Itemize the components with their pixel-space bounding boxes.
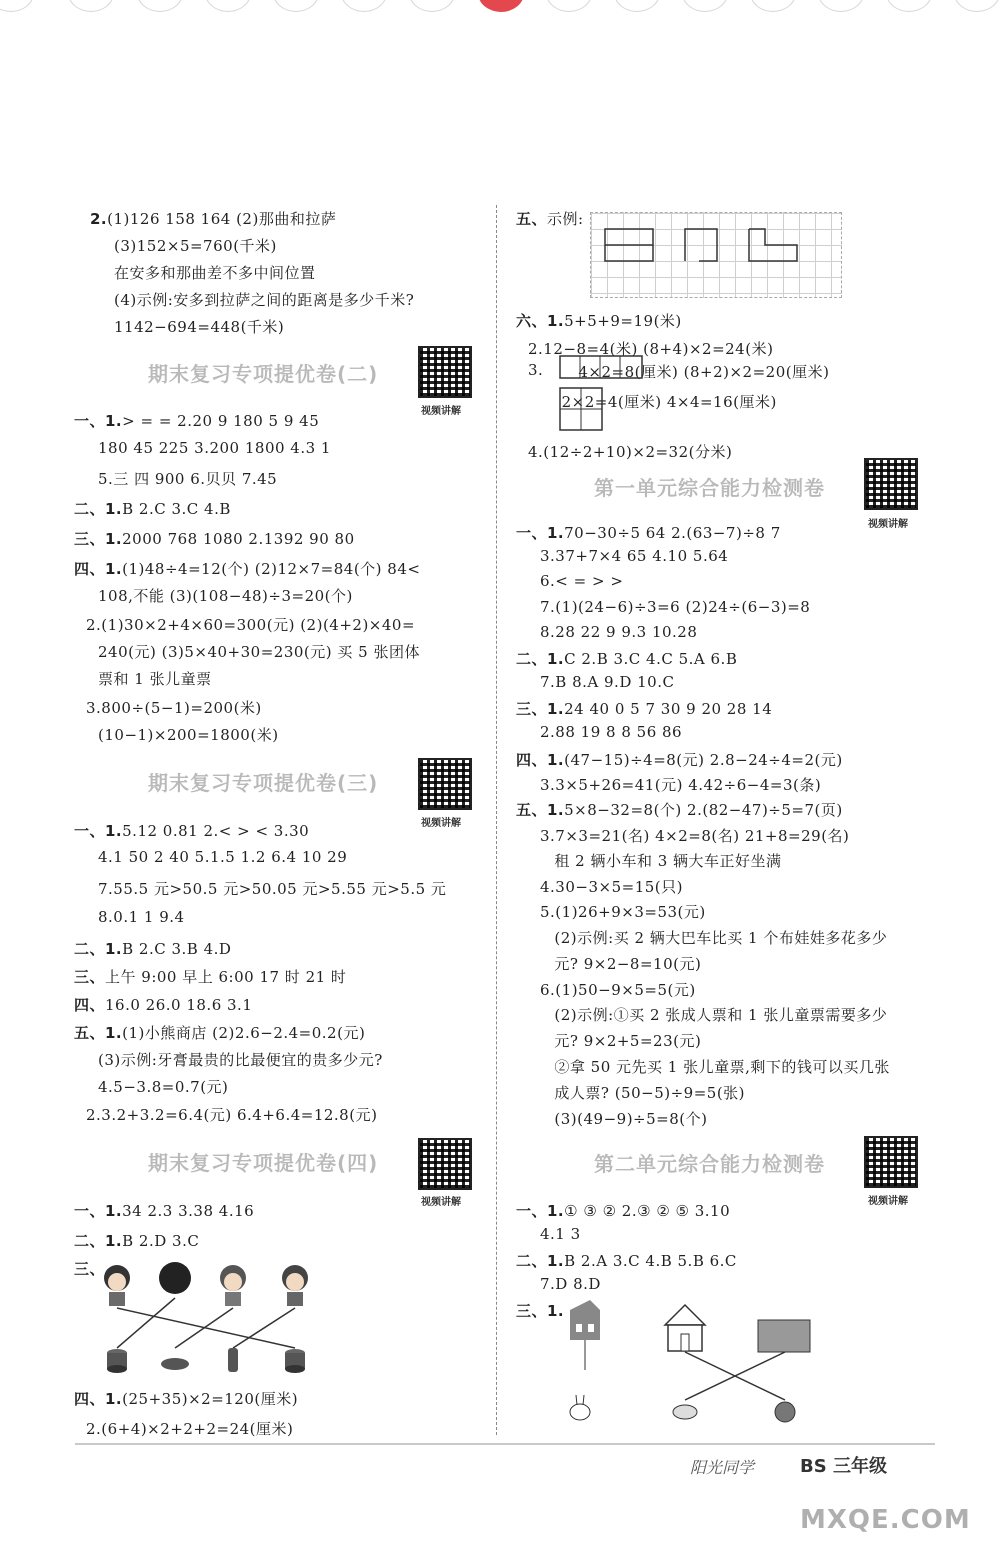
- pot-icon: [107, 1349, 127, 1373]
- answer-line: [554, 1030, 701, 1051]
- answer-line: [516, 648, 737, 669]
- answer-text: C 2.B 3.C 4.C 5.A 6.B: [564, 650, 738, 668]
- answer-line: [114, 235, 277, 256]
- question-number: 二、1.: [74, 940, 123, 958]
- answer-line: [540, 598, 810, 616]
- answer-text: 6.(1)50−9×5=5(元): [540, 981, 696, 999]
- question-number: 四、: [74, 996, 106, 1014]
- answer-line: [540, 572, 623, 590]
- hair-bun-icon: [159, 1262, 191, 1294]
- child-icon: [104, 1265, 130, 1306]
- answer-text: 5.三 四 900 6.贝贝 7.45: [98, 470, 278, 488]
- answer-text: 5×8−32=8(个) 2.(82−47)÷5=7(页): [564, 801, 843, 819]
- answer-line: [516, 1250, 737, 1271]
- answer-text: 4.1 50 2 40 5.1.5 1.2 6.4 10 29: [98, 848, 348, 866]
- answer-line: [86, 1104, 377, 1125]
- matching-figure: [95, 1258, 325, 1388]
- answer-text: (47−15)÷4=8(元) 2.8−24÷4=2(元): [564, 751, 843, 769]
- house-icon: [570, 1300, 600, 1340]
- qr-code-icon[interactable]: [418, 1138, 472, 1190]
- answer-text: 3.7×3=21(名) 4×2=8(名) 21+8=29(名): [540, 827, 850, 845]
- tab[interactable]: [614, 0, 660, 12]
- answer-text: 上午 9:00 早上 6:00 17 时 21 时: [105, 968, 347, 986]
- qr-label: 视频讲解: [421, 406, 461, 417]
- rabbit-icon: [570, 1395, 590, 1420]
- answer-text: 4.30−3×5=15(只): [540, 878, 683, 896]
- answer-text: > = = 2.20 9 180 5 9 45: [122, 412, 320, 430]
- answer-text: 3.800÷(5−1)=200(米): [86, 699, 262, 717]
- answer-text: B 2.C 3.B 4.D: [122, 940, 232, 958]
- answer-line: [74, 938, 231, 959]
- answer-line: [554, 927, 887, 948]
- answer-text: 4.1 3: [540, 1225, 581, 1243]
- answer-line: [554, 1004, 887, 1025]
- answer-text: 票和 1 张儿童票: [98, 670, 212, 688]
- answer-line: [74, 1230, 199, 1251]
- answer-line: [98, 641, 420, 662]
- answer-line: [74, 410, 319, 431]
- answer-line: [74, 1022, 365, 1043]
- qr-label: 视频讲解: [421, 1197, 461, 1208]
- answer-text: 7.D 8.D: [540, 1275, 601, 1293]
- answer-line: [540, 673, 674, 691]
- answer-text: 3.: [528, 361, 544, 379]
- qr-label: 视频讲解: [868, 519, 908, 530]
- answer-text: 2.(1)30×2+4×60=300(元) (2)(4+2)×40=: [86, 616, 416, 634]
- question-number: 三、1.: [516, 1302, 565, 1320]
- answer-line: [554, 1108, 707, 1129]
- answer-text: 4.5−3.8=0.7(元): [98, 1078, 229, 1096]
- answer-text: B 2.A 3.C 4.B 5.B 6.C: [564, 1252, 737, 1270]
- answer-line: [114, 262, 316, 283]
- question-number: 2.: [90, 210, 108, 228]
- column-divider: [496, 205, 497, 1435]
- qr-label: 视频讲解: [868, 1196, 908, 1207]
- qr-code-icon[interactable]: [418, 346, 472, 398]
- answer-text: (25+35)×2=120(厘米): [122, 1390, 299, 1408]
- answer-line: [98, 439, 331, 457]
- house-icon: [758, 1320, 810, 1352]
- answer-line: [98, 585, 353, 606]
- answer-text: 240(元) (3)5×40+30=230(元) 买 5 张团体: [98, 643, 420, 661]
- answer-text: 2.3.2+3.2=6.4(元) 6.4+6.4=12.8(元): [86, 1106, 378, 1124]
- tab-bar: [0, 0, 1000, 14]
- answer-text: 示例:: [547, 210, 584, 228]
- question-number: 二、1.: [74, 1232, 123, 1250]
- answer-text: (1)小熊商店 (2)2.6−2.4=0.2(元): [122, 1024, 366, 1042]
- answer-line: [554, 1082, 745, 1103]
- answer-line: [528, 361, 543, 379]
- footer-rule: [75, 1443, 935, 1445]
- house-icon: [665, 1305, 705, 1351]
- answer-line: [554, 850, 781, 871]
- answer-text: 4×2=8(厘米) (8+2)×2=20(厘米): [578, 363, 830, 381]
- tab[interactable]: [954, 0, 1000, 12]
- tab[interactable]: [886, 0, 932, 12]
- answer-text: 元? 9×2+5=23(元): [554, 1032, 702, 1050]
- answer-line: [540, 547, 728, 565]
- answer-line: [516, 749, 843, 770]
- section-title: 期末复习专项提优卷(三): [148, 771, 379, 795]
- answer-line: [540, 825, 849, 846]
- question-number: 三、: [74, 1260, 106, 1278]
- child-icon: [220, 1265, 246, 1306]
- answer-text: B 2.D 3.C: [122, 1232, 200, 1250]
- answer-line: [516, 698, 772, 719]
- answer-text: 5.(1)26+9×3=53(元): [540, 903, 706, 921]
- answer-text: (1)48÷4=12(个) (2)12×7=84(个) 84<: [122, 560, 421, 578]
- question-number: 五、: [516, 210, 548, 228]
- answer-text: 租 2 辆小车和 3 辆大车正好坐满: [554, 852, 782, 870]
- section-title: 第二单元综合能力检测卷: [594, 1152, 825, 1176]
- drawing-grid: [590, 212, 842, 298]
- answer-text: 7.B 8.A 9.D 10.C: [540, 673, 675, 691]
- answer-line: [114, 316, 284, 337]
- tab[interactable]: [205, 0, 251, 12]
- answer-line: [98, 1049, 383, 1070]
- question-number: 二、1.: [516, 1252, 565, 1270]
- tab[interactable]: [750, 0, 796, 12]
- qr-code-icon[interactable]: [864, 458, 918, 510]
- answer-text: B 2.C 3.C 4.B: [122, 500, 231, 518]
- answer-text: 8.28 22 9 9.3 10.28: [540, 623, 698, 641]
- squirrel-icon: [775, 1402, 795, 1422]
- answer-line: [540, 774, 821, 795]
- tab[interactable]: [0, 0, 34, 12]
- answer-text: 在安多和那曲差不多中间位置: [114, 264, 316, 282]
- section-title: 期末复习专项提优卷(二): [148, 362, 379, 386]
- question-number: 三、1.: [516, 700, 565, 718]
- answer-text: 4.(12÷2+10)×2=32(分米): [528, 443, 733, 461]
- answer-line: [540, 623, 697, 641]
- answer-line: [98, 1076, 228, 1097]
- question-number: 四、1.: [74, 560, 123, 578]
- answer-line: [554, 953, 701, 974]
- question-number: 一、1.: [516, 524, 565, 542]
- answer-line: [74, 994, 252, 1015]
- answer-text: 2.12−8=4(米) (8+4)×2=24(米): [528, 340, 774, 358]
- answer-text: 5+5+9=19(米): [564, 312, 682, 330]
- child-icon: [282, 1265, 308, 1306]
- question-number: 四、1.: [516, 751, 565, 769]
- answer-text: 2.88 19 8 8 56 86: [540, 723, 683, 741]
- rectangle-figure: [558, 354, 648, 446]
- question-number: 五、1.: [516, 801, 565, 819]
- answer-line: [74, 528, 355, 549]
- question-number: 一、1.: [74, 1202, 123, 1220]
- answer-text: (2)示例:①买 2 张成人票和 1 张儿童票需要多少: [554, 1006, 888, 1024]
- answer-text: (3)152×5=760(千米): [114, 237, 277, 255]
- answer-line: [98, 878, 446, 899]
- answer-line: [74, 966, 346, 987]
- answer-text: 2×2=4(厘米) 4×4=16(厘米): [561, 393, 777, 411]
- answer-line: [98, 668, 212, 689]
- answer-line: [98, 848, 347, 866]
- question-number: 一、1.: [74, 822, 123, 840]
- answer-text: ① ③ ② 2.③ ② ⑤ 3.10: [564, 1202, 731, 1220]
- answer-line: [540, 723, 682, 741]
- answer-line: [540, 1275, 601, 1293]
- answer-text: 2.(6+4)×2+2+2=24(厘米): [86, 1420, 294, 1438]
- tab[interactable]: [68, 0, 114, 12]
- tab[interactable]: [409, 0, 455, 12]
- answer-line: [540, 1225, 581, 1243]
- answer-line: [540, 979, 696, 1000]
- answer-text: 7.(1)(24−6)÷3=6 (2)24÷(6−3)=8: [540, 598, 811, 616]
- answer-line: [516, 522, 781, 543]
- answer-text: 3.37+7×4 65 4.10 5.64: [540, 547, 729, 565]
- answer-line: [114, 289, 414, 310]
- qr-code-icon[interactable]: [864, 1136, 918, 1188]
- answer-line: [540, 876, 683, 897]
- answer-line: [516, 208, 584, 229]
- answer-text: ②拿 50 元先买 1 张儿童票,剩下的钱可以买几张: [554, 1058, 890, 1076]
- fox-icon: [673, 1405, 697, 1419]
- section-title: 第一单元综合能力检测卷: [594, 476, 825, 500]
- question-number: 三、: [74, 968, 106, 986]
- question-number: 六、1.: [516, 312, 565, 330]
- watermark: MXQE.COM: [800, 1505, 971, 1535]
- answer-text: 180 45 225 3.200 1800 4.3 1: [98, 439, 331, 457]
- answer-line: [74, 1200, 254, 1221]
- tab-active[interactable]: [478, 0, 524, 12]
- answer-line: [516, 1300, 564, 1321]
- tab[interactable]: [682, 0, 728, 12]
- answer-text: 24 40 0 5 7 30 9 20 28 14: [564, 700, 773, 718]
- answer-text: 1142−694=448(千米): [114, 318, 285, 336]
- answer-line: [74, 558, 420, 579]
- answer-line: [98, 908, 185, 926]
- tab[interactable]: [341, 0, 387, 12]
- question-number: 一、1.: [74, 412, 123, 430]
- question-number: 二、1.: [74, 500, 123, 518]
- answer-line: [516, 799, 843, 820]
- answer-text: 3.3×5+26=41(元) 4.42÷6−4=3(条): [540, 776, 822, 794]
- answer-text: 8.0.1 1 9.4: [98, 908, 185, 926]
- answer-line: [74, 498, 231, 519]
- section-title: 期末复习专项提优卷(四): [148, 1151, 379, 1175]
- bottle-icon: [228, 1348, 238, 1372]
- answer-line: [98, 724, 279, 745]
- tab[interactable]: [546, 0, 592, 12]
- answer-text: 6.< = > >: [540, 572, 624, 590]
- answer-text: 7.55.5 元>50.5 元>50.05 元>5.55 元>5.5 元: [98, 880, 447, 898]
- question-number: 一、1.: [516, 1202, 565, 1220]
- answer-line: [554, 1056, 889, 1077]
- tab[interactable]: [818, 0, 864, 12]
- answer-line: [90, 208, 336, 229]
- pot-icon: [285, 1349, 305, 1373]
- qr-code-icon[interactable]: [418, 758, 472, 810]
- house-matching-figure: [560, 1300, 820, 1430]
- answer-text: 70−30÷5 64 2.(63−7)÷8 7: [564, 524, 781, 542]
- answer-text: 元? 9×2−8=10(元): [554, 955, 702, 973]
- grid-shapes: [591, 213, 841, 297]
- qr-label: 视频讲解: [421, 818, 461, 829]
- question-number: 二、1.: [516, 650, 565, 668]
- answer-line: [86, 1418, 293, 1439]
- answer-text: (10−1)×200=1800(米): [98, 726, 279, 744]
- answer-line: [74, 1388, 298, 1409]
- answer-line: [86, 614, 415, 635]
- answer-line: [98, 468, 277, 489]
- answer-text: 16.0 26.0 18.6 3.1: [105, 996, 253, 1014]
- edition-label: BS 三年级: [800, 1456, 887, 1477]
- brand-logo: 阳光同学: [690, 1458, 755, 1477]
- question-number: 三、1.: [74, 530, 123, 548]
- tab[interactable]: [273, 0, 319, 12]
- answer-line: [540, 901, 706, 922]
- answer-text: 2000 768 1080 2.1392 90 80: [122, 530, 355, 548]
- answer-text: 5.12 0.81 2.< > < 3.30: [122, 822, 310, 840]
- answer-text: 108,不能 (3)(108−48)÷3=20(个): [98, 587, 353, 605]
- question-number: 四、1.: [74, 1390, 123, 1408]
- answer-text: 34 2.3 3.38 4.16: [122, 1202, 255, 1220]
- question-number: 五、1.: [74, 1024, 123, 1042]
- answer-line: [86, 697, 262, 718]
- answer-text: (3)(49−9)÷5=8(个): [554, 1110, 708, 1128]
- answer-line: [74, 820, 309, 841]
- answer-text: (3)示例:牙膏最贵的比最便宜的贵多少元?: [98, 1051, 383, 1069]
- answer-line: [516, 310, 682, 331]
- answer-text: 成人票? (50−5)÷9=5(张): [554, 1084, 746, 1102]
- answer-line: [516, 1200, 730, 1221]
- answer-text: (2)示例:买 2 辆大巴车比买 1 个布娃娃多花多少: [554, 929, 888, 947]
- plate-icon: [161, 1358, 189, 1370]
- answer-text: (4)示例:安多到拉萨之间的距离是多少千米?: [114, 291, 415, 309]
- answer-text: (1)126 158 164 (2)那曲和拉萨: [107, 210, 337, 228]
- tab[interactable]: [137, 0, 183, 12]
